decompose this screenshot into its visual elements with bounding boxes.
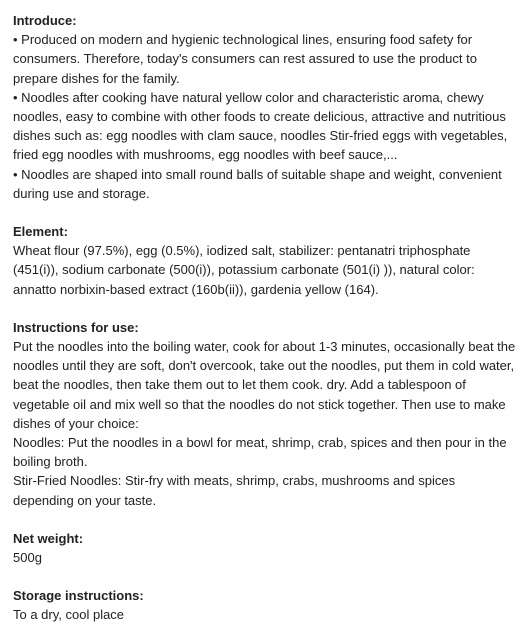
net-weight-heading: Net weight: bbox=[13, 530, 84, 546]
instructions-line: Put the noodles into the boiling water, cook for about 1-3 minutes, occasionally beat the noodles until they are soft, don't overcook, take out the noodles, put them in cold water, beat the noodles, then take them out to let them cook. dry. Add a tablespoon of vegetable oil and mix well so that the noodles do not stick together. Then use to make dishes of your choice: bbox=[13, 339, 516, 431]
storage-text: To a dry, cool place bbox=[13, 607, 125, 623]
instructions-heading: Instructions for use: bbox=[13, 319, 139, 335]
introduce-heading: Introduce: bbox=[13, 13, 77, 28]
introduce-line: • Noodles after cooking have natural yellow color and characteristic aroma, chewy noodles, easy to combine with other foods to create delicious, attractive and nutritious dishes such as: egg noodles with clam sauce, noodles Stir-fried eggs with vegetables, fried egg noodles with mushrooms, egg noodles with beef sauce,... bbox=[13, 89, 508, 163]
net-weight-value: 500g bbox=[13, 550, 42, 566]
storage-heading: Storage instructions: bbox=[13, 588, 144, 604]
instructions-section bbox=[13, 318, 516, 510]
introduce-line: • Noodles are shaped into small round balls of suitable shape and weight, convenient during use and storage. bbox=[13, 166, 502, 201]
element-text: Wheat flour (97.5%), egg (0.5%), iodized salt, stabilizer: pentanatri triphosphate (451(i)), sodium carbonate (500(i)), potassium carbonate (501(i) )), natural color: annatto norbixin-based extract (160b(ii)), gardenia yellow (164). bbox=[13, 243, 475, 297]
net-weight-section bbox=[13, 529, 516, 567]
instructions-line: Stir-Fried Noodles: Stir-fry with meats, shrimp, crabs, mushrooms and spices depending on your taste. bbox=[13, 473, 456, 508]
introduce-section bbox=[13, 11, 516, 203]
introduce-line: • Produced on modern and hygienic technological lines, ensuring food safety for consumers. Therefore, today's consumers can rest assured to use the product to prepare dishes for the family. bbox=[13, 32, 477, 86]
element-section bbox=[13, 222, 516, 299]
storage-section bbox=[13, 586, 516, 624]
instructions-line: Noodles: Put the noodles in a bowl for meat, shrimp, crab, spices and then pour in the boiling broth. bbox=[13, 435, 507, 470]
element-heading: Element: bbox=[13, 224, 68, 240]
